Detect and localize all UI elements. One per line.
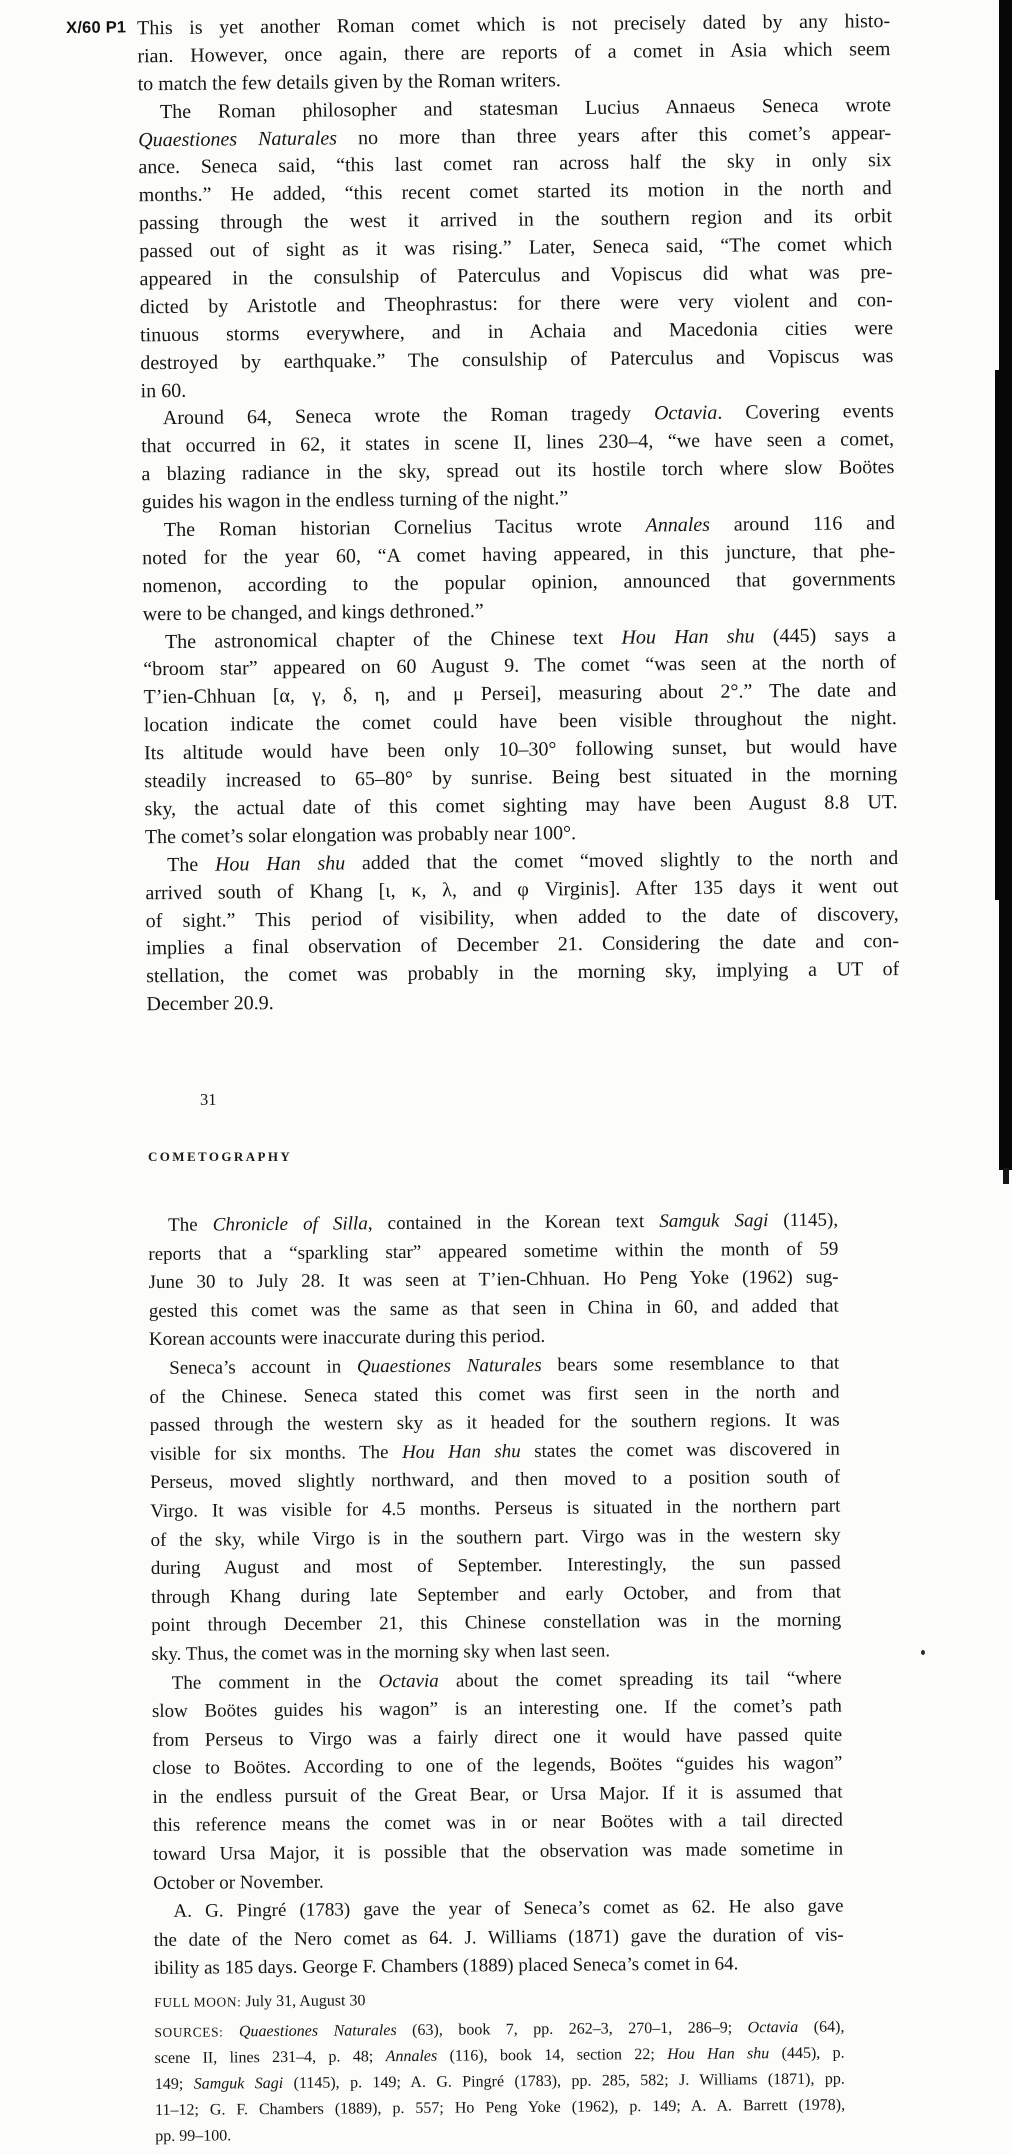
ink-speck (921, 1650, 925, 1655)
paragraph (145, 845, 900, 1020)
text-segment: Perseus, moved slightly northward, and then moved to a position south of (150, 1466, 841, 1494)
text-segment: tinuous storms everywhere, and in Achaia and Macedonia cities were (139, 316, 894, 347)
text-segment: Its altitude would have been only 10–30° following sunset, but would have (143, 735, 898, 765)
italic-text-segment: Hou Han shu (621, 625, 755, 649)
text-segment: dicted by Aristotle and Theophrastus: for there were very violent and con- (139, 288, 893, 319)
text-segment: scene II, lines 231–4, p. 48; (154, 2048, 386, 2068)
text-segment: Seneca’s account in (169, 1356, 358, 1379)
text-segment: sky. Thus, the comet was in the morning sky when last seen. (151, 1640, 611, 1665)
scan-edge-bar-wide (995, 370, 1012, 900)
italic-text-segment: Hou Han shu (667, 2045, 770, 2063)
text-line (155, 2119, 845, 2150)
text-segment: sky, the actual date of this comet sighting may have been August 8.8 UT. (144, 790, 898, 821)
text-segment: (445) says a (754, 623, 897, 648)
page-1 (66, 8, 900, 1020)
text-segment: about the comet spreading its tail “where (438, 1667, 842, 1692)
text-segment: (116), book 14, section 22; (437, 2045, 668, 2065)
text-segment: in the endless pursuit of the Great Bear, or Ursa Major. If it is assumed that (152, 1781, 843, 1808)
text-segment: from Perseus to Virgo was a fairly direct one it would have passed quite (152, 1724, 843, 1751)
page-2 (148, 1207, 845, 2150)
text-segment: bears some resemblance to that (541, 1352, 840, 1376)
text-segment: this reference means the comet was in or near Boötes with a tail directed (152, 1810, 843, 1837)
text-segment: T’ien-Chhuan [α, γ, δ, η, and μ Persei], measuring about 2°.” The date and (143, 679, 897, 709)
text-line (146, 984, 899, 1019)
text-segment: toward Ursa Major, it is possible that the observation was made sometime in (152, 1838, 844, 1866)
entry-label: X/60 P1 (66, 18, 127, 37)
text-segment: rian. However, once again, there are reports of a comet in Asia which seem (137, 37, 891, 68)
text-segment: location indicate the comet could have been visible throughout the night. (143, 707, 897, 737)
text-segment: pp. 99–100. (155, 2127, 232, 2146)
paragraph (152, 1664, 844, 1898)
italic-text-segment: Hou Han shu (401, 1440, 521, 1463)
italic-text-segment: Quaestiones Naturales (356, 1354, 542, 1378)
italic-text-segment: Octavia (747, 2018, 799, 2037)
text-segment: ance. Seneca said, “this last comet ran across half the sky in only six (138, 149, 892, 179)
text-segment: Korean accounts were inaccurate during this period. (148, 1326, 546, 1351)
page-1-text (137, 8, 900, 1019)
text-segment: The comment in the (171, 1670, 379, 1694)
text-segment: through Khang during late September and early October, and from that (150, 1581, 842, 1608)
text-segment: The comet’s solar elongation was probably near 100°. (144, 821, 577, 849)
text-segment: June 30 to July 28. It was seen at T’ien-Chhuan. Ho Peng Yoke (1962) sug- (148, 1266, 839, 1294)
text-line (154, 1921, 844, 1955)
footnote (154, 1985, 845, 2150)
text-segment: of the sky, while Virgo is in the southern part. Virgo was in the western sky (150, 1524, 841, 1551)
text-segment: reports that a “sparkling star” appeared sometime within the month of 59 (148, 1238, 839, 1265)
text-segment: (1145), (768, 1209, 839, 1232)
text-segment (223, 2023, 239, 2040)
text-segment: This is yet another Roman comet which is not precisely dated by any histo- (137, 10, 891, 40)
text-line (154, 1985, 844, 2016)
text-segment: in 60. (140, 379, 187, 402)
italic-text-segment: Samguk Sagi (193, 2074, 284, 2093)
text-segment: Virgo. It was visible for 4.5 months. Perseus is situated in the northern part (150, 1495, 841, 1522)
paragraph (148, 1207, 839, 1355)
text-segment: The (168, 1214, 213, 1236)
text-segment: ibility as 185 days. George F. Chambers (1889) placed Seneca’s comet in 64. (153, 1953, 739, 1980)
text-segment: that occurred in 62, it states in scene II, lines 230–4, “we have seen a comet, (141, 428, 895, 458)
italic-text-segment: Octavia (378, 1670, 439, 1692)
text-segment: July 31, August 30 (241, 1992, 366, 2011)
italic-text-segment: Samguk Sagi (659, 1210, 769, 1232)
text-segment: visible for six months. The (149, 1441, 403, 1465)
text-segment: of sight.” This period of visibility, when added to the date of discovery, (145, 902, 899, 932)
italic-text-segment: Chronicle of Silla (212, 1213, 368, 1236)
text-segment: Around 64, Seneca wrote the Roman tragedy (162, 402, 655, 430)
text-segment: of the Chinese. Seneca stated this comet was first seen in the north and (149, 1381, 840, 1408)
text-segment: A. G. Pingré (1783) gave the year of Seneca’s comet as 62. He also gave (173, 1895, 844, 1923)
text-segment: appeared in the consulship of Paterculus and Vopiscus did what was pre- (139, 261, 893, 291)
text-segment: during August and most of September. Interestingly, the sun passed (150, 1552, 841, 1580)
text-segment: no more than three years after this comet’s appear- (336, 121, 892, 149)
text-segment: passed out of sight as it was rising.” Later, Seneca said, “The comet which (139, 233, 893, 263)
italic-text-segment: Quaestiones Naturales (138, 126, 338, 151)
italic-text-segment: Annales (645, 513, 711, 537)
text-segment: . Covering events (717, 400, 894, 425)
page-2-text (148, 1207, 844, 1984)
paragraph (153, 1893, 844, 1984)
text-segment: (445), p. (769, 2044, 845, 2063)
running-head: COMETOGRAPHY (148, 1149, 293, 1164)
text-segment: The Roman historian Cornelius Tacitus wrote (163, 514, 646, 542)
scan-edge-bar-tail (1003, 1168, 1009, 1184)
paragraph (154, 2015, 845, 2150)
text-segment: passed through the western sky as it headed for the southern regions. It was (149, 1409, 840, 1437)
text-line (153, 1836, 843, 1870)
text-segment: The (167, 853, 216, 876)
text-segment: guides his wagon in the endless turning of the night.” (141, 487, 569, 514)
smallcaps-label: FULL MOON: (154, 1994, 242, 2011)
text-segment: close to Boötes. According to one of the legends, Boötes “guides his wagon” (152, 1752, 843, 1780)
paragraph (141, 399, 895, 518)
text-segment: December 20.9. (146, 992, 274, 1016)
text-segment: , contained in the Korean text (367, 1210, 660, 1235)
text-segment: The Roman philosopher and statesman Lucius Annaeus Seneca wrote (159, 93, 891, 123)
text-line (155, 2093, 845, 2124)
text-segment: months.” He added, “this recent comet started its motion in the north and (138, 177, 892, 207)
text-segment: nomenon, according to the popular opinion, announced that governments (142, 567, 896, 598)
text-segment: point through December 21, this Chinese constellation was in the morning (151, 1609, 842, 1637)
text-line (149, 1292, 839, 1326)
text-segment: states the comet was discovered in (520, 1438, 840, 1462)
text-segment: October or November. (153, 1871, 324, 1894)
text-segment: noted for the year 60, “A comet having appeared, in this juncture, that phe- (142, 539, 896, 570)
text-segment: 149; (154, 2075, 194, 2094)
text-segment: stellation, the comet was probably in the morning sky, implying a UT of (146, 958, 900, 988)
text-segment: implies a final observation of December 21. Considering the date and con- (145, 930, 900, 960)
text-segment: (1145), p. 149; A. G. Pingré (1783), pp. 285, 582; J. Williams (1871), pp. (283, 2070, 845, 2092)
text-segment: destroyed by earthquake.” The consulship of Paterculus and Vopiscus was (140, 344, 894, 374)
text-segment: 11–12; G. F. Chambers (1889), p. 557; Ho Peng Yoke (1962), p. 149; A. A. Barrett (1978), (154, 2096, 846, 2120)
text-segment: (64), (798, 2018, 845, 2036)
text-line (154, 1950, 844, 1984)
text-segment: arrived south of Khang [ι, κ, λ, and φ Virginis]. After 135 days it went out (145, 874, 899, 904)
text-segment: passing through the west it arrived in the southern region and its orbit (138, 205, 893, 235)
paragraph (154, 1985, 844, 2016)
text-segment: a blazing radiance in the sky, spread out its hostile torch where slow Boötes (141, 456, 895, 486)
text-segment: (63), book 7, pp. 262–3, 270–1, 286–9; (396, 2019, 748, 2040)
text-segment: to match the few details given by the Roman writers. (137, 69, 561, 96)
italic-text-segment: Octavia (653, 402, 718, 425)
paragraph (142, 510, 896, 629)
text-segment: the date of the Nero comet as 64. J. Williams (1871) gave the duration of vis- (153, 1924, 844, 1951)
text-segment: added that the comet “moved slightly to the north and (345, 846, 899, 875)
smallcaps-label: SOURCES: (154, 2024, 224, 2041)
paragraph (137, 8, 891, 99)
text-segment: gested this comet was the same as that seen in China in 60, and added that (148, 1295, 839, 1322)
text-segment: steadily increased to 65–80° by sunrise. Being best situated in the morning (144, 763, 898, 793)
italic-text-segment: Annales (385, 2047, 438, 2066)
paragraph (138, 92, 894, 406)
text-segment: slow Boötes guides his wagon” is an interesting one. If the comet’s path (151, 1695, 842, 1723)
italic-text-segment: Hou Han shu (214, 852, 346, 876)
paragraph (149, 1350, 841, 1670)
italic-text-segment: Quaestiones Naturales (238, 2022, 397, 2041)
text-line (151, 1607, 841, 1641)
text-segment: The astronomical chapter of the Chinese text (164, 626, 622, 653)
paragraph (143, 622, 898, 852)
text-segment: were to be changed, and kings dethroned.” (142, 599, 484, 625)
text-segment: “broom star” appeared on 60 August 9. The comet “was seen at the north of (143, 651, 897, 681)
text-segment: around 116 and (709, 512, 896, 536)
page-number: 31 (200, 1090, 217, 1109)
